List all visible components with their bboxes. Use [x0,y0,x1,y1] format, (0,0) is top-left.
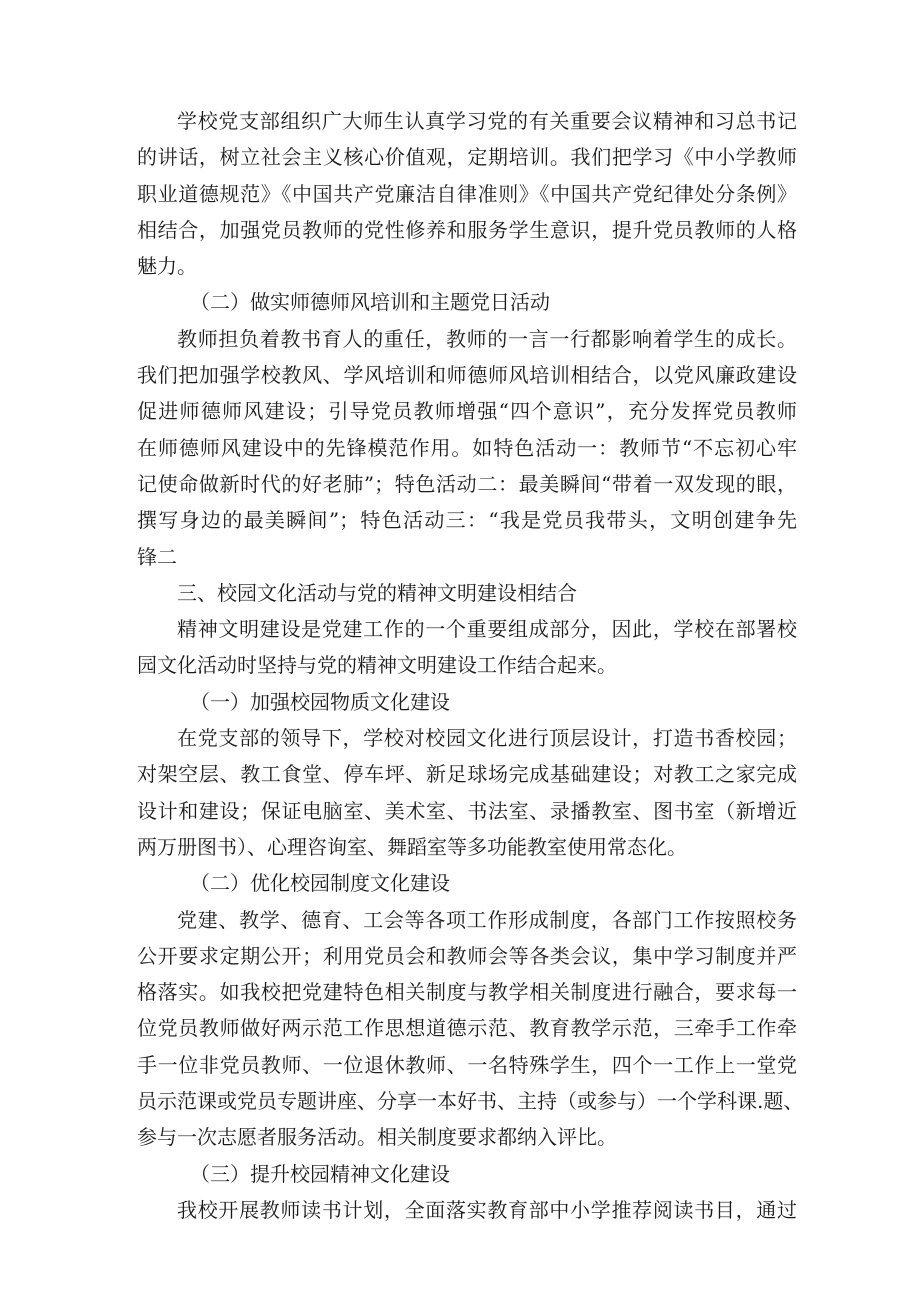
text-line: 撰写身边的最美瞬间”；特色活动三：“我是党员我带头，文明创建争先 [137,508,797,533]
text-line: 党建、教学、德育、工会等各项工作形成制度，各部门工作按照校务 [177,907,797,932]
text-line: 职业道德规范》《中国共产党廉洁自律准则》《中国共产党纪律处分条例》 [137,181,797,206]
paragraph-institutional-culture [137,902,804,1156]
text-line: 员示范课或党员专题讲座、分享一本好书、主持（或参与）一个学科课.题、 [137,1089,804,1114]
text-line: 促进师德师风建设；引导党员教师增强“四个意识”，充分发挥党员教师 [137,399,797,424]
text-line: 设计和建设；保证电脑室、美术室、书法室、录播教室、图书室（新增近 [137,798,797,823]
paragraph-teacher-ethics [137,321,797,575]
text-line: 对架空层、教工食堂、停车坪、新足球场完成基础建设；对教工之家完成 [137,762,797,787]
text-line: 魅力。 [137,254,197,279]
text-line: 学校党支部组织广大师生认真学习党的有关重要会议精神和习总书记 [177,109,797,133]
paragraph-reading-plan [137,1192,797,1228]
text-line: 园文化活动时坚持与党的精神文明建设工作结合起来。 [137,653,617,678]
text-line: 我校开展教师读书计划，全面落实教育部中小学推荐阅读书目，通过 [177,1197,797,1222]
document-page [137,103,804,1228]
subheading-spiritual-culture: （三）提升校园精神文化建设 [190,1161,450,1186]
text-line: 手一位非党员教师、一位退休教师、一名特殊学生，四个一工作上一堂党 [137,1052,797,1077]
text-line: 两万册图书）、心理咨询室、舞蹈室等多功能教室使用常态化。 [137,834,687,859]
paragraph-spiritual-civilization [137,611,797,684]
text-line: 教师担负着教书育人的重任，教师的一言一行都影响着学生的成长。 [177,326,797,351]
text-line: 在师德师风建设中的先锋模范作用。如特色活动一：教师节“不忘初心牢 [137,435,797,460]
subheading-teacher-ethics: （二）做实师德师风培训和主题党日活动 [190,290,550,315]
text-line: 记使命做新时代的好老肺”；特色活动二：最美瞬间“带着一双发现的眼， [137,471,797,496]
text-line: 参与一次志愿者服务活动。相关制度要求都纳入评比。 [137,1125,617,1150]
text-line: 锋二 [137,544,177,569]
subheading-institutional-culture: （二）优化校园制度文化建设 [190,871,450,896]
paragraph-study [137,103,797,284]
text-line: 我们把加强学校教风、学风培训和师德师风培训相结合，以党风廉政建设 [137,363,797,388]
text-line: 精神文明建设是党建工作的一个重要组成部分，因此，学校在部署校 [177,617,797,642]
section-heading-campus-culture: 三、校园文化活动与党的精神文明建设相结合 [177,580,577,605]
subheading-material-culture: （一）加强校园物质文化建设 [190,689,450,714]
text-line: 位党员教师做好两示范工作思想道德示范、教育教学示范，三牵手工作牵 [137,1016,797,1041]
text-line: 在党支部的领导下，学校对校园文化进行顶层设计，打造书香校园； [177,726,797,751]
text-line: 的讲话，树立社会主义核心价值观，定期培训。我们把学习《中小学教师 [137,145,797,170]
text-line: 格落实。如我校把党建特色相关制度与教学相关制度进行融合，要求每一 [137,980,797,1005]
text-line: 相结合，加强党员教师的党性修养和服务学生意识，提升党员教师的人格 [137,217,797,242]
text-line: 公开要求定期公开；利用党员会和教师会等各类会议，集中学习制度并严 [137,943,797,968]
paragraph-material-culture [137,720,797,865]
